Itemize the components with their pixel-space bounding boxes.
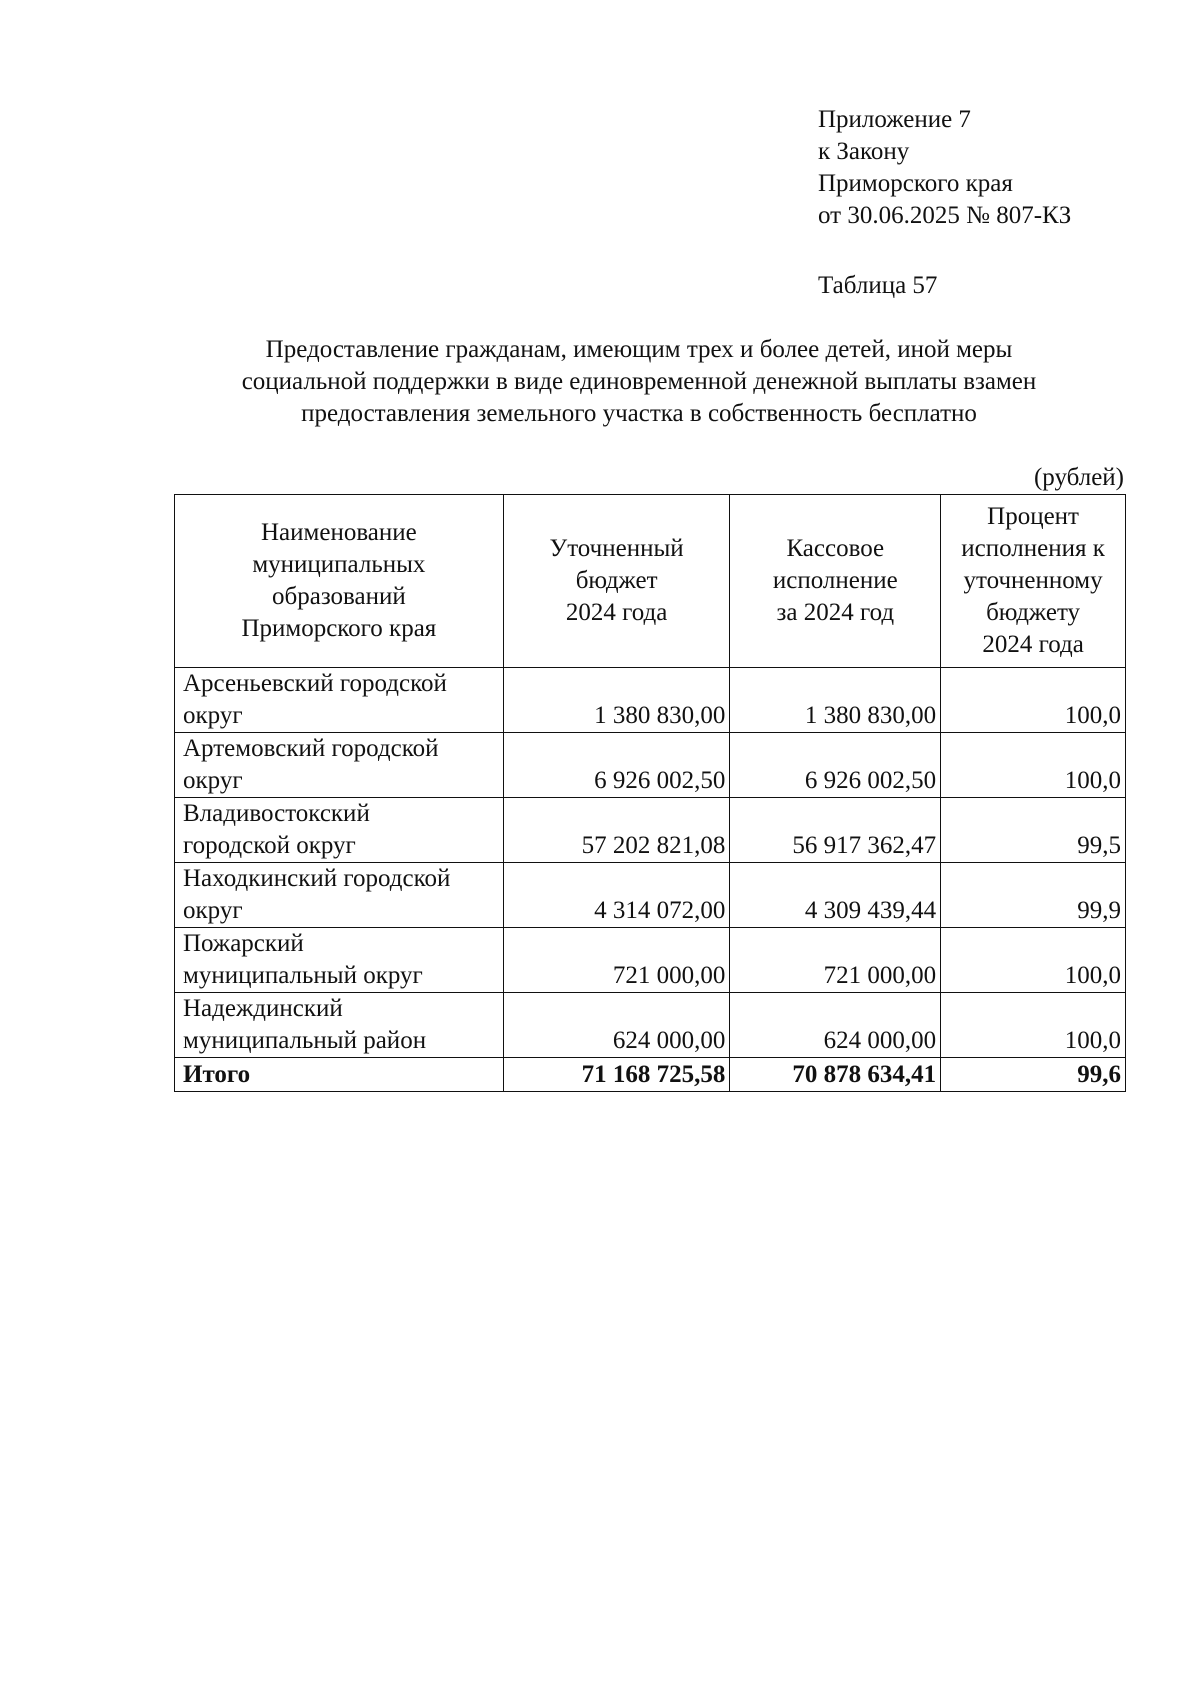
header-municipality: Наименование муниципальных образований Приморского края: [175, 495, 504, 668]
total-budget-cell: 71 168 725,58: [503, 1058, 730, 1092]
budget-cell: 624 000,00: [503, 993, 730, 1058]
percent-cell: 100,0: [941, 993, 1126, 1058]
budget-table: [174, 494, 1126, 1092]
table-row: [175, 993, 1126, 1058]
municipality-cell: Артемовский городской округ: [175, 733, 504, 798]
units-label: (рублей): [1033, 464, 1124, 491]
appendix-line: Приморского края: [818, 170, 1013, 197]
percent-cell: 99,5: [941, 798, 1126, 863]
title-line: предоставления земельного участка в собственность бесплатно: [301, 400, 977, 427]
municipality-cell: Владивостокский городской округ: [175, 798, 504, 863]
percent-cell: 100,0: [941, 733, 1126, 798]
table-row: [175, 928, 1126, 993]
municipality-cell: Надеждинский муниципальный район: [175, 993, 504, 1058]
executed-cell: 6 926 002,50: [730, 733, 941, 798]
table-row: [175, 798, 1126, 863]
total-percent-cell: 99,6: [941, 1058, 1126, 1092]
executed-cell: 4 309 439,44: [730, 863, 941, 928]
executed-cell: 624 000,00: [730, 993, 941, 1058]
percent-cell: 100,0: [941, 668, 1126, 733]
percent-cell: 100,0: [941, 928, 1126, 993]
municipality-cell: Находкинский городской округ: [175, 863, 504, 928]
municipality-cell: Пожарский муниципальный округ: [175, 928, 504, 993]
document-title: [160, 334, 1118, 430]
budget-cell: 6 926 002,50: [503, 733, 730, 798]
budget-cell: 57 202 821,08: [503, 798, 730, 863]
budget-cell: 4 314 072,00: [503, 863, 730, 928]
table-row: [175, 733, 1126, 798]
appendix-line: от 30.06.2025 № 807-КЗ: [818, 202, 1072, 229]
total-label-cell: Итого: [175, 1058, 504, 1092]
total-executed-cell: 70 878 634,41: [730, 1058, 941, 1092]
table-total-row: [175, 1058, 1126, 1092]
table-row: [175, 863, 1126, 928]
budget-cell: 1 380 830,00: [503, 668, 730, 733]
table-number: Таблица 57: [818, 272, 938, 299]
executed-cell: 56 917 362,47: [730, 798, 941, 863]
table-row: [175, 668, 1126, 733]
appendix-line: Приложение 7: [818, 106, 971, 133]
percent-cell: 99,9: [941, 863, 1126, 928]
header-executed: Кассовое исполнение за 2024 год: [730, 495, 941, 668]
executed-cell: 1 380 830,00: [730, 668, 941, 733]
title-line: Предоставление гражданам, имеющим трех и более детей, иной меры: [265, 336, 1013, 363]
appendix-block: [818, 104, 1071, 232]
title-line: социальной поддержки в виде единовременной денежной выплаты взамен: [241, 368, 1037, 395]
appendix-line: к Закону: [818, 138, 910, 165]
header-budget: Уточненный бюджет 2024 года: [503, 495, 730, 668]
header-percent: Процент исполнения к уточненному бюджету 2024 года: [941, 495, 1126, 668]
table-header-row: [175, 495, 1126, 668]
executed-cell: 721 000,00: [730, 928, 941, 993]
budget-cell: 721 000,00: [503, 928, 730, 993]
municipality-cell: Арсеньевский городской округ: [175, 668, 504, 733]
